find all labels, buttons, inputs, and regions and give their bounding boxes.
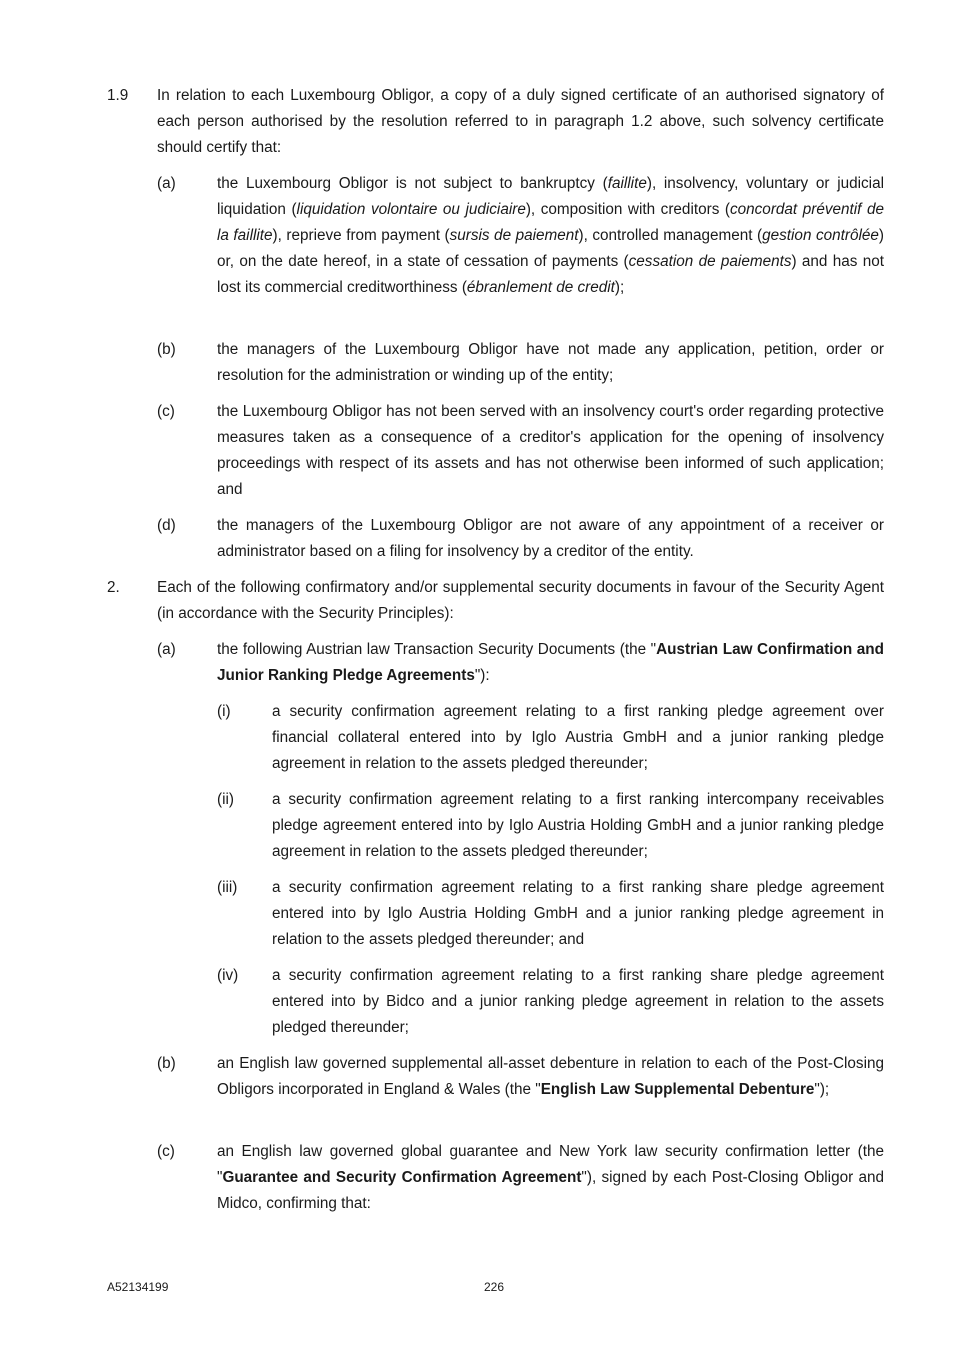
document-reference: A52134199 xyxy=(107,1280,169,1294)
clause-number: (i) xyxy=(217,703,231,720)
clause-number: 1.9 xyxy=(107,87,129,104)
clause-number: (iv) xyxy=(217,967,239,984)
clause-number: (b) xyxy=(157,1055,176,1072)
clause-number: (d) xyxy=(157,517,176,534)
clause-number: 2. xyxy=(107,579,120,596)
clause-number: (a) xyxy=(157,641,176,658)
clause-text: a security confirmation agreement relating to a first ranking share pledge agreement entered into by Iglo Austria Holding GmbH and a junior ranking pledge agreement in relation to the assets pledged thereunder; and xyxy=(272,879,884,948)
clause-number: (a) xyxy=(157,175,176,192)
clause-number: (c) xyxy=(157,1143,175,1160)
page-number: 226 xyxy=(484,1280,505,1294)
clause-text: an English law governed global guarantee and New York law security confirmation letter (the "Guarantee and Security Confirmation Agreement"), signed by each Post-Closing Obligor and Midco, confirming that: xyxy=(217,1143,885,1212)
clause-number: (b) xyxy=(157,341,176,358)
clause-text: the Luxembourg Obligor is not subject to bankruptcy (faillite), insolvency, voluntary or judicial liquidation (liquidation volontaire ou judiciaire), composition with creditors (concordat préventif de la faillite), reprieve from payment (sursis de paiement), controlled management (gestion contrôlée) or, on the date hereof, in a state of cessation of payments (cessation de paiements) and has not lost its commercial creditworthiness (ébranlement de credit); xyxy=(217,175,885,296)
clause-number: (iii) xyxy=(217,879,238,896)
clause-number: (c) xyxy=(157,403,175,420)
clause-text: the managers of the Luxembourg Obligor have not made any application, petition, order or resolution for the administration or winding up of the entity; xyxy=(217,341,884,384)
clause-text: In relation to each Luxembourg Obligor, a copy of a duly signed certificate of an authorised signatory of each person authorised by the resolution referred to in paragraph 1.2 above, such solvency certificate should certify that: xyxy=(157,87,884,156)
clause-text: Each of the following confirmatory and/or supplemental security documents in favour of the Security Agent (in accordance with the Security Principles): xyxy=(157,579,884,622)
clause-text: an English law governed supplemental all-asset debenture in relation to each of the Post-Closing Obligors incorporated in England & Wales (the "English Law Supplemental Debenture"); xyxy=(217,1055,884,1098)
clause-text: the following Austrian law Transaction Security Documents (the "Austrian Law Confirmation and Junior Ranking Pledge Agreements"): xyxy=(217,641,884,684)
clause-text: a security confirmation agreement relating to a first ranking intercompany receivables pledge agreement entered into by Iglo Austria Holding GmbH and a junior ranking pledge agreement in relation to the assets pledged thereunder; xyxy=(272,791,884,860)
clause-text: a security confirmation agreement relating to a first ranking pledge agreement over financial collateral entered into by Iglo Austria GmbH and a junior ranking pledge agreement in relation to the assets pledged thereunder; xyxy=(272,703,884,772)
clause-text: the Luxembourg Obligor has not been served with an insolvency court's order regarding protective measures taken as a consequence of a creditor's application for the opening of insolvency proceedings with respect of its assets and has not otherwise been informed of such application; and xyxy=(217,403,884,498)
clause-number: (ii) xyxy=(217,791,234,808)
clause-text: a security confirmation agreement relating to a first ranking share pledge agreement entered into by Bidco and a junior ranking pledge agreement in relation to the assets pledged thereunder; xyxy=(272,967,884,1036)
clause-text: the managers of the Luxembourg Obligor are not aware of any appointment of a receiver or administrator based on a filing for insolvency by a creditor of the entity. xyxy=(217,517,884,560)
